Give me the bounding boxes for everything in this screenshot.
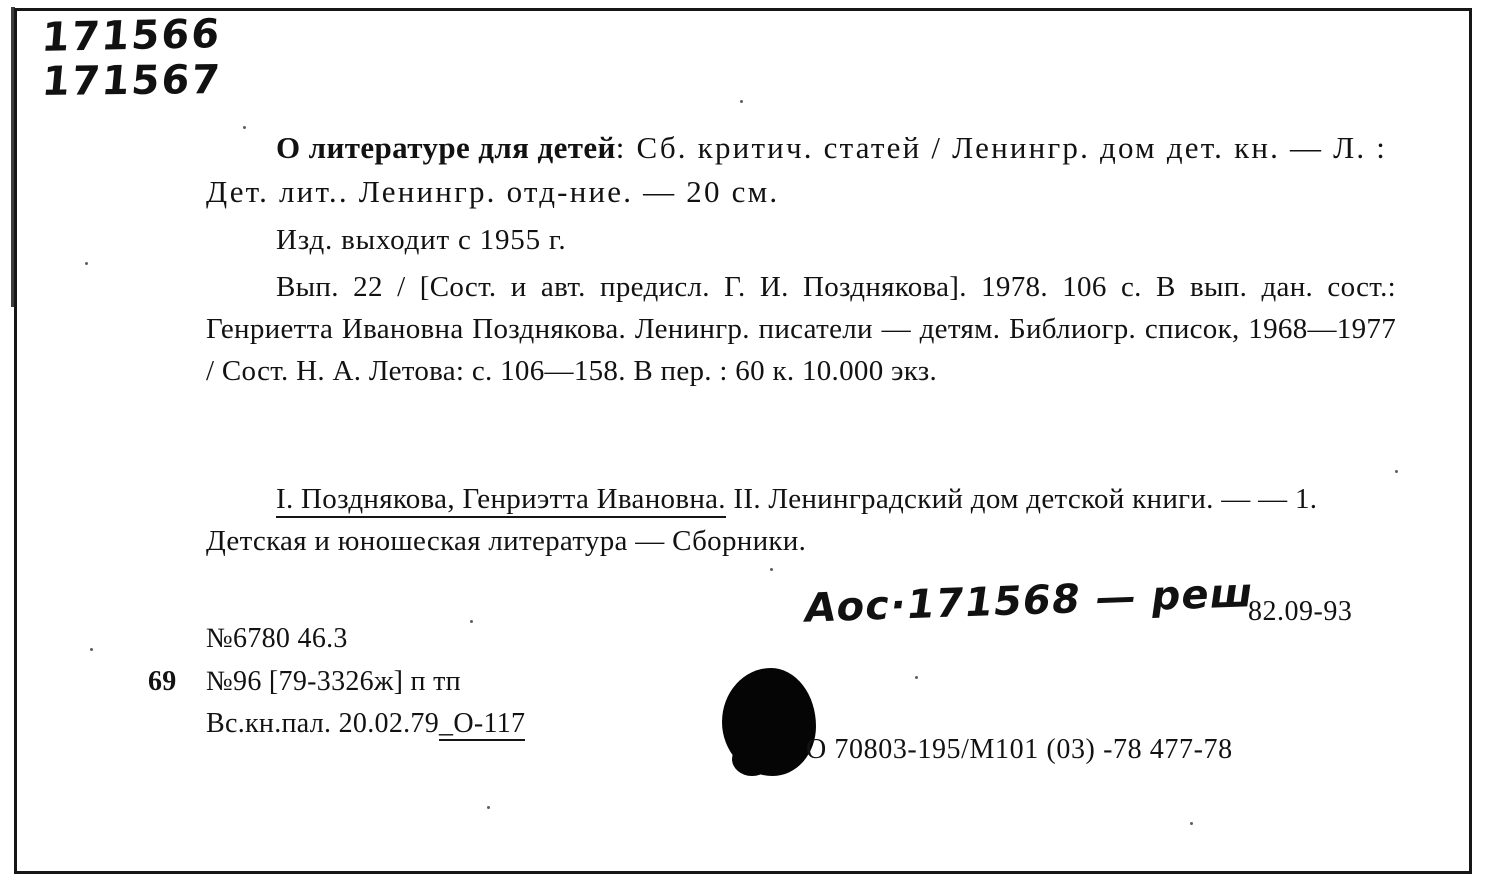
scan-speck <box>90 648 93 651</box>
tracing-added-entry: I. Позднякова, Генриэтта Ивановна. <box>276 483 726 518</box>
bibliographic-record <box>206 126 1396 393</box>
handwritten-accession-numbers <box>36 12 227 105</box>
imprint-line-3-wrapper <box>206 703 525 746</box>
scan-speck <box>1395 470 1398 473</box>
frequency-note: Изд. выходит с 1955 г. <box>276 224 567 257</box>
ink-blot <box>722 668 816 776</box>
scan-speck <box>487 806 490 809</box>
imprint-bold-number: 69 <box>148 665 177 697</box>
title-remainder: : Сб. критич. статей / Ленингр. дом дет. кн. — Л. : Дет. лит.. Ленингр. отд-ние. — 20 см. <box>206 130 1388 210</box>
scan-speck <box>740 100 743 103</box>
title-statement <box>206 126 1396 214</box>
scan-speck <box>470 620 473 623</box>
handwritten-annotation: Аос·171568 — реш <box>801 570 1257 632</box>
imprint-call-number: _О-117 <box>439 708 526 740</box>
scan-speck <box>85 262 88 265</box>
imprint-line-2-wrapper <box>148 661 525 704</box>
scan-speck <box>770 568 773 571</box>
main-title: О литературе для детей <box>276 130 616 165</box>
issue-description: Вып. 22 / [Сост. и авт. предисл. Г. И. Позднякова]. 1978. 106 с. В вып. дан. сост.: Генриетта Ивановна Позднякова. Ленингр. писатели — детям. Библиогр. список, 1968—1977 / Сост. Н. А. Летова: с. 106—158. В пер. : 60 к. 10.000 экз. <box>206 270 1396 388</box>
scan-speck <box>243 126 246 129</box>
accession-number-1: 171566 <box>39 11 224 61</box>
imprint-line-3: Вс.кн.пал. 20.02.79 <box>206 708 440 740</box>
imprint-block <box>148 618 526 746</box>
scan-speck <box>915 676 918 679</box>
printing-code-line: О 70803-195/М101 (03) -78 477-78 <box>806 734 1233 765</box>
imprint-line-1: №6780 46.3 <box>206 623 348 654</box>
accession-number-2: 171567 <box>39 56 224 105</box>
tracing-subjects: II. Ленинградский дом детской книги. — — 1. Детская и юношеская литература — Сборники. <box>206 483 1318 558</box>
scan-speck <box>1190 822 1193 825</box>
date-stamp: 82.09-93 <box>1248 596 1353 627</box>
imprint-line-2: №96 [79-3326ж] п тп <box>206 665 461 697</box>
tracings <box>206 478 1396 563</box>
